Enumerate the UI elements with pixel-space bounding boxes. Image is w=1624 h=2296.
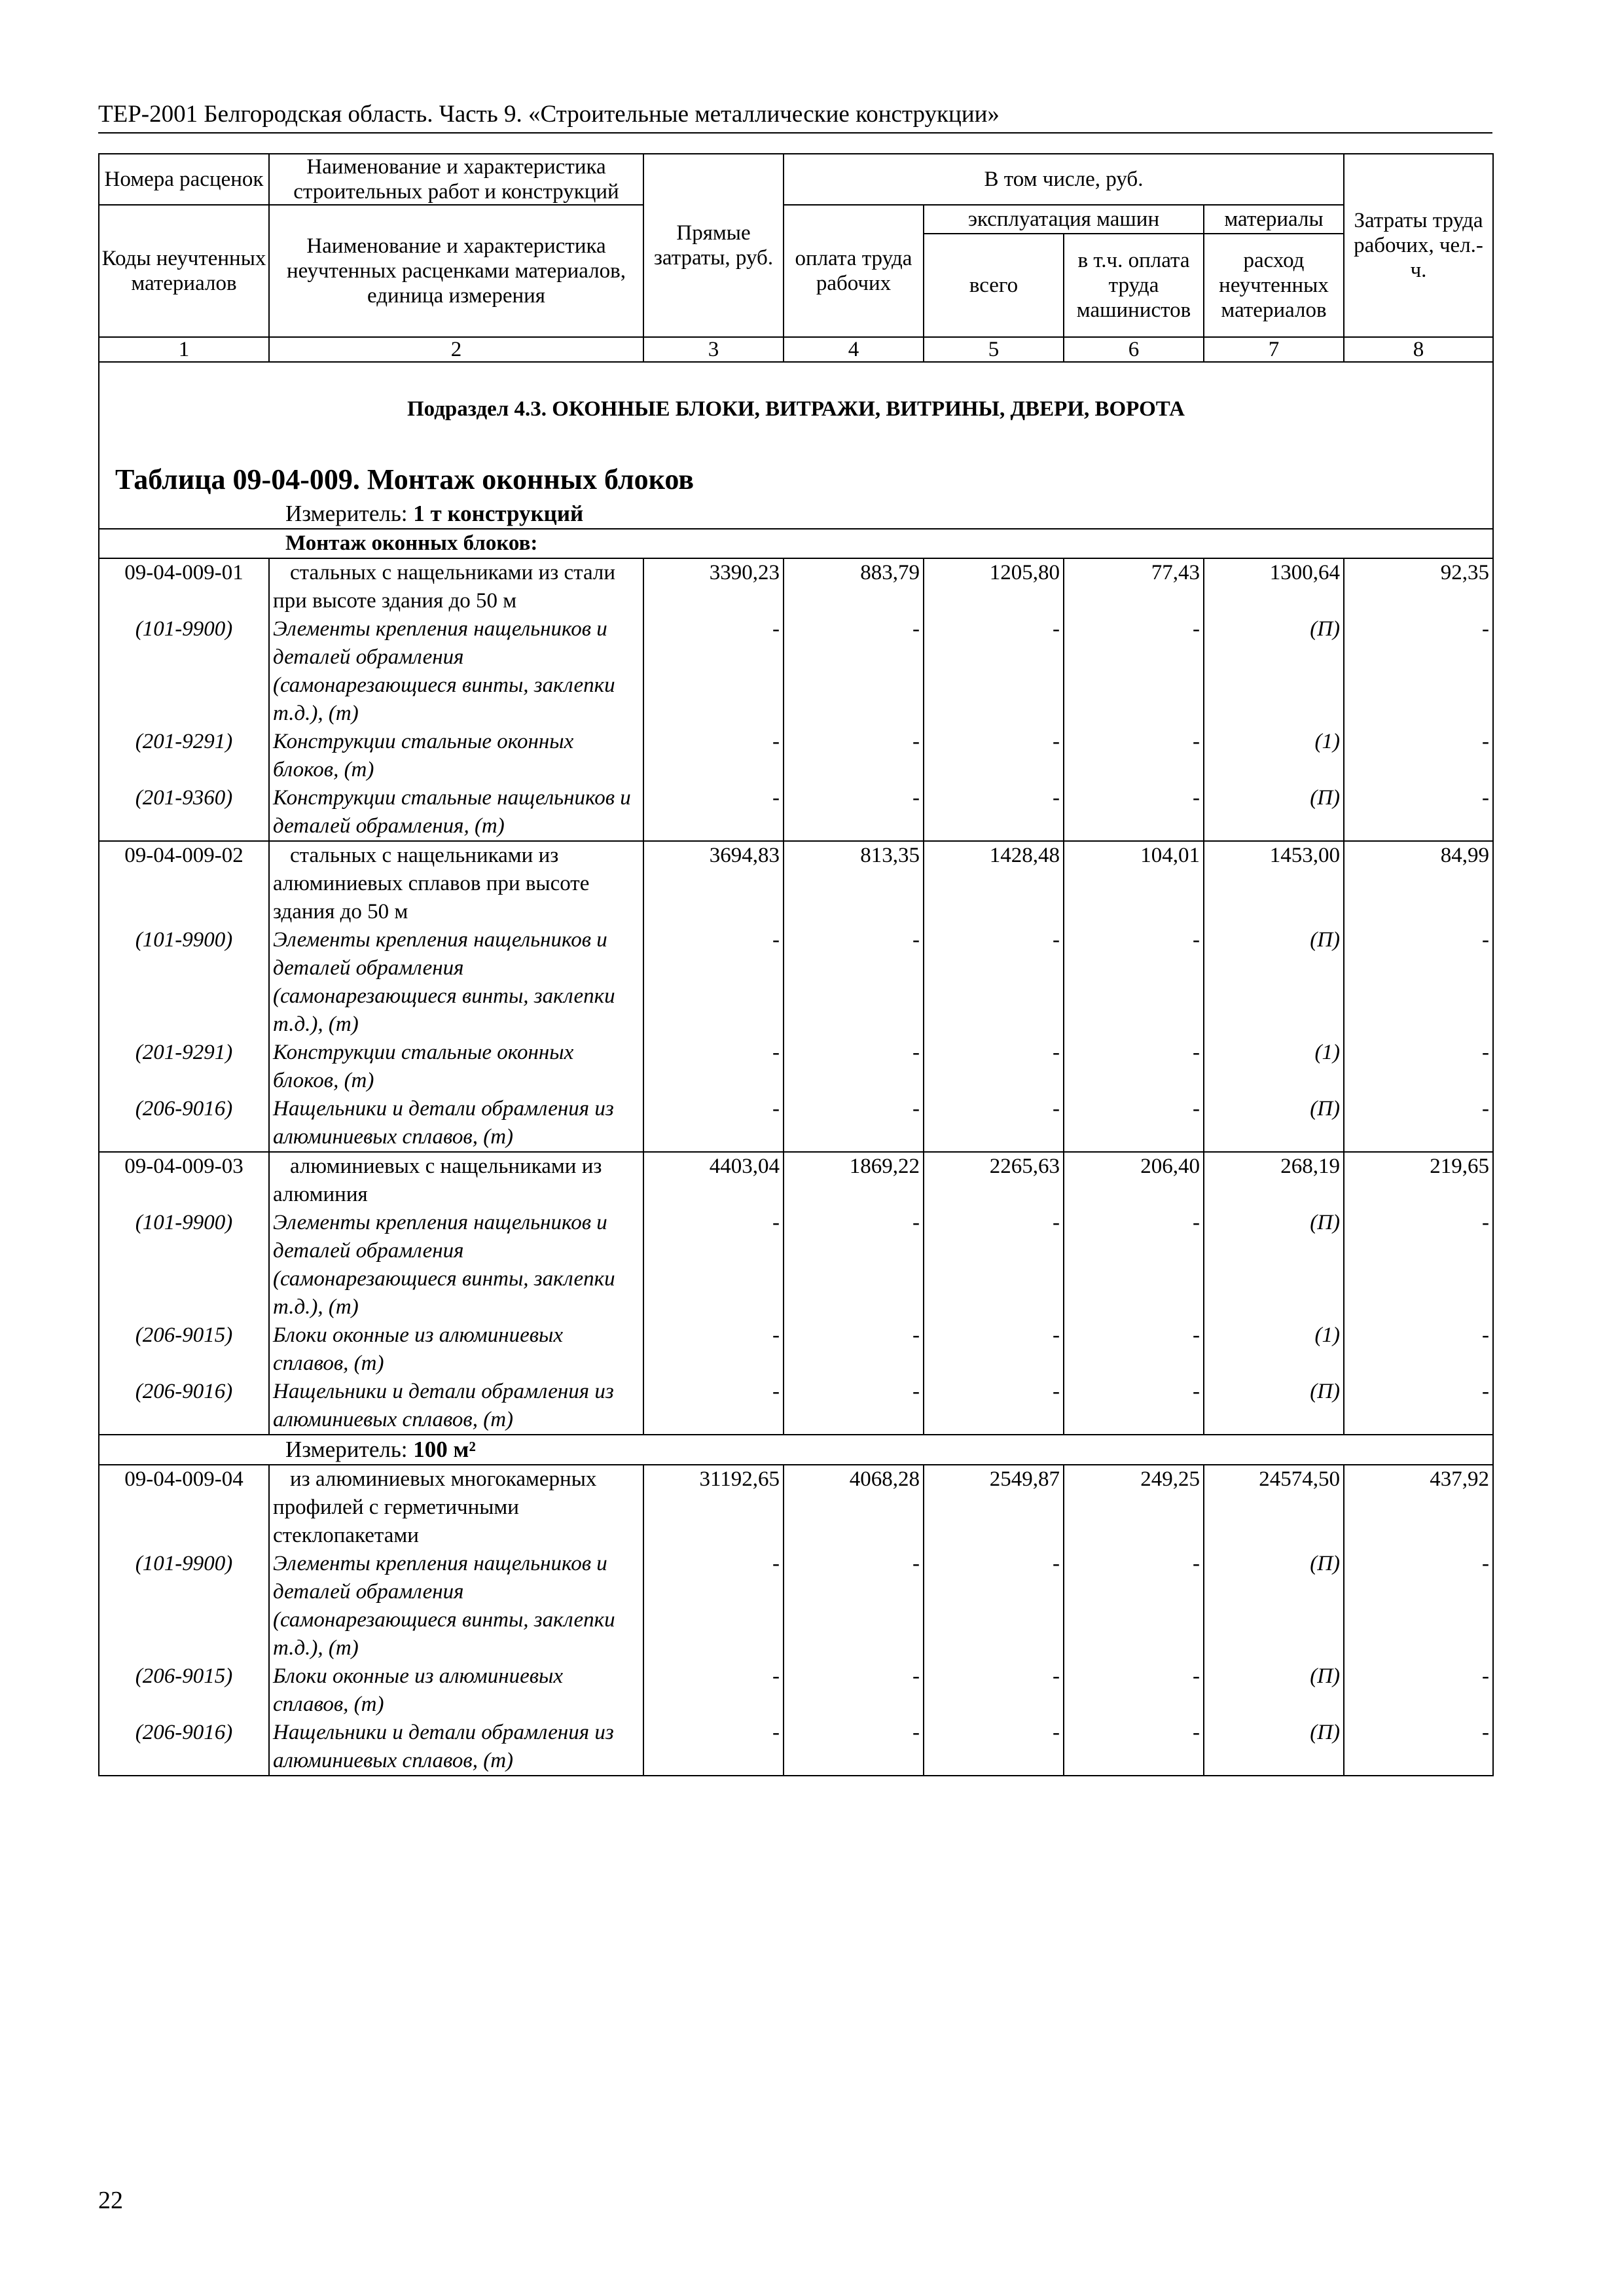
dash-cell: - (924, 784, 1064, 841)
col4-header: оплата труда рабочих (784, 205, 924, 337)
rate-value: 4068,28 (784, 1465, 924, 1550)
material-name: Конструкции стальные оконных блоков, (т) (269, 728, 643, 784)
subsection-title: Подраздел 4.3. ОКОННЫЕ БЛОКИ, ВИТРАЖИ, ВИТРИНЫ, ДВЕРИ, ВОРОТА (99, 362, 1493, 460)
dash-cell: - (1064, 1039, 1204, 1095)
dash-cell: - (924, 926, 1064, 1039)
rate-value: 206,40 (1064, 1152, 1204, 1209)
dash-cell: - (1064, 1719, 1204, 1776)
rate-value: 2549,87 (924, 1465, 1064, 1550)
material-row (99, 926, 1493, 1039)
dash-cell: - (784, 615, 924, 728)
dash-cell: - (643, 615, 784, 728)
rate-value: 77,43 (1064, 558, 1204, 615)
material-row (99, 1209, 1493, 1321)
dash-cell: - (784, 728, 924, 784)
dash-cell: - (784, 1095, 924, 1152)
material-mark: (1) (1204, 1039, 1344, 1095)
rate-value: 219,65 (1344, 1152, 1493, 1209)
rate-value: 437,92 (1344, 1465, 1493, 1550)
dash-cell: - (784, 926, 924, 1039)
rates-table (98, 153, 1494, 1776)
material-name: Конструкции стальные оконных блоков, (т) (269, 1039, 643, 1095)
rate-value: 92,35 (1344, 558, 1493, 615)
dash-cell: - (1064, 926, 1204, 1039)
rate-value: 883,79 (784, 558, 924, 615)
dash-cell: - (924, 1039, 1064, 1095)
rate-value: 1205,80 (924, 558, 1064, 615)
material-code: (101-9900) (99, 926, 269, 1039)
material-name: Нащельники и детали обрамления из алюминиевых сплавов, (т) (269, 1095, 643, 1152)
rate-value: 813,35 (784, 841, 924, 926)
material-name: Блоки оконные из алюминиевых сплавов, (т) (269, 1321, 643, 1378)
dash-cell: - (643, 728, 784, 784)
material-mark: (1) (1204, 728, 1344, 784)
dash-cell: - (643, 1378, 784, 1435)
material-row (99, 1321, 1493, 1378)
dash-cell: - (643, 1719, 784, 1776)
materials-header: материалы (1204, 205, 1344, 234)
rate-value: 3390,23 (643, 558, 784, 615)
measure-row (99, 499, 1493, 529)
dash-cell: - (1064, 1209, 1204, 1321)
material-mark: (П) (1204, 1378, 1344, 1435)
dash-cell: - (924, 1719, 1064, 1776)
rate-name: из алюминиевых многокамерных профилей с герметичными стеклопакетами (269, 1465, 643, 1550)
measure-unit (99, 499, 1493, 529)
col3-header: Прямые затраты, руб. (643, 154, 784, 337)
dash-cell: - (1344, 728, 1493, 784)
rate-code: 09-04-009-03 (99, 1152, 269, 1209)
rate-row (99, 558, 1493, 615)
material-name: Блоки оконные из алюминиевых сплавов, (т) (269, 1662, 643, 1719)
material-row (99, 1662, 1493, 1719)
material-mark: (П) (1204, 784, 1344, 841)
material-row (99, 784, 1493, 841)
material-code: (206-9015) (99, 1321, 269, 1378)
dash-cell: - (643, 926, 784, 1039)
dash-cell: - (643, 1209, 784, 1321)
material-name: Нащельники и детали обрамления из алюминиевых сплавов, (т) (269, 1719, 643, 1776)
col5-header: всего (924, 234, 1064, 337)
rate-value: 268,19 (1204, 1152, 1344, 1209)
rate-code: 09-04-009-01 (99, 558, 269, 615)
dash-cell: - (1344, 1321, 1493, 1378)
table-title: Таблица 09-04-009. Монтаж оконных блоков (99, 460, 1493, 499)
rate-value: 84,99 (1344, 841, 1493, 926)
column-number: 3 (643, 337, 784, 362)
section-label: Монтаж оконных блоков: (99, 529, 1493, 558)
material-mark: (П) (1204, 1095, 1344, 1152)
rate-value: 24574,50 (1204, 1465, 1344, 1550)
rate-value: 104,01 (1064, 841, 1204, 926)
rate-row (99, 841, 1493, 926)
rate-value: 3694,83 (643, 841, 784, 926)
material-name: Элементы крепления нащельников и деталей обрамления (самонарезающиеся винты, заклепки т.д.), (т) (269, 615, 643, 728)
dash-cell: - (1344, 1095, 1493, 1152)
material-name: Конструкции стальные нащельников и деталей обрамления, (т) (269, 784, 643, 841)
material-code: (201-9360) (99, 784, 269, 841)
measure-unit (99, 1435, 1493, 1465)
material-mark: (П) (1204, 1719, 1344, 1776)
dash-cell: - (1344, 784, 1493, 841)
rate-name: стальных с нащельниками из стали при высоте здания до 50 м (269, 558, 643, 615)
material-code: (201-9291) (99, 728, 269, 784)
material-name: Нащельники и детали обрамления из алюминиевых сплавов, (т) (269, 1378, 643, 1435)
column-number: 8 (1344, 337, 1493, 362)
column-number: 1 (99, 337, 269, 362)
col1-top-header: Номера расценок (99, 154, 269, 205)
dash-cell: - (924, 1662, 1064, 1719)
dash-cell: - (1064, 728, 1204, 784)
material-code: (201-9291) (99, 1039, 269, 1095)
rate-row (99, 1152, 1493, 1209)
dash-cell: - (784, 1039, 924, 1095)
column-numbers-row (99, 337, 1493, 362)
material-row (99, 1719, 1493, 1776)
material-mark: (П) (1204, 926, 1344, 1039)
rate-code: 09-04-009-04 (99, 1465, 269, 1550)
column-number: 6 (1064, 337, 1204, 362)
column-number: 7 (1204, 337, 1344, 362)
dash-cell: - (1064, 1095, 1204, 1152)
machines-header: эксплуатация машин (924, 205, 1204, 234)
dash-cell: - (643, 1321, 784, 1378)
material-code: (101-9900) (99, 615, 269, 728)
col8-header: Затраты труда рабочих, чел.-ч. (1344, 154, 1493, 337)
dash-cell: - (1344, 1662, 1493, 1719)
dash-cell: - (1344, 615, 1493, 728)
dash-cell: - (643, 784, 784, 841)
dash-cell: - (784, 1321, 924, 1378)
header-row-1 (99, 154, 1493, 205)
material-name: Элементы крепления нащельников и деталей обрамления (самонарезающиеся винты, заклепки т.д.), (т) (269, 926, 643, 1039)
dash-cell: - (1344, 926, 1493, 1039)
rate-value: 1428,48 (924, 841, 1064, 926)
section-label-row (99, 529, 1493, 558)
measure-label: Измеритель: (285, 501, 408, 526)
dash-cell: - (1064, 1662, 1204, 1719)
col1-bottom-header: Коды неучтенных материалов (99, 205, 269, 337)
dash-cell: - (784, 1378, 924, 1435)
material-mark: (П) (1204, 1550, 1344, 1662)
rate-code: 09-04-009-02 (99, 841, 269, 926)
rate-value: 1869,22 (784, 1152, 924, 1209)
rate-value: 31192,65 (643, 1465, 784, 1550)
material-code: (206-9016) (99, 1378, 269, 1435)
dash-cell: - (643, 1662, 784, 1719)
material-code: (101-9900) (99, 1550, 269, 1662)
material-mark: (1) (1204, 1321, 1344, 1378)
material-mark: (П) (1204, 615, 1344, 728)
dash-cell: - (1344, 1550, 1493, 1662)
material-mark: (П) (1204, 1209, 1344, 1321)
material-name: Элементы крепления нащельников и деталей обрамления (самонарезающиеся винты, заклепки т.д.), (т) (269, 1209, 643, 1321)
material-mark: (П) (1204, 1662, 1344, 1719)
dash-cell: - (784, 1662, 924, 1719)
column-number: 4 (784, 337, 924, 362)
rate-name: стальных с нащельниками из алюминиевых сплавов при высоте здания до 50 м (269, 841, 643, 926)
dash-cell: - (1064, 784, 1204, 841)
rate-value: 1453,00 (1204, 841, 1344, 926)
col6-header: в т.ч. оплата труда машинистов (1064, 234, 1204, 337)
dash-cell: - (924, 615, 1064, 728)
subsection-row (99, 362, 1493, 460)
column-number: 2 (269, 337, 643, 362)
page-number: 22 (98, 2187, 123, 2214)
material-row (99, 1550, 1493, 1662)
dash-cell: - (1344, 1039, 1493, 1095)
material-code: (206-9016) (99, 1719, 269, 1776)
rate-value: 2265,63 (924, 1152, 1064, 1209)
rate-name: алюминиевых с нащельниками из алюминия (269, 1152, 643, 1209)
dash-cell: - (643, 1550, 784, 1662)
dash-cell: - (924, 728, 1064, 784)
material-code: (206-9015) (99, 1662, 269, 1719)
measure-row (99, 1435, 1493, 1465)
col7-header: расход неучтенных материалов (1204, 234, 1344, 337)
table-title-row (99, 460, 1493, 499)
group-header: В том числе, руб. (784, 154, 1344, 205)
material-name: Элементы крепления нащельников и деталей обрамления (самонарезающиеся винты, заклепки т.д.), (т) (269, 1550, 643, 1662)
material-row (99, 1039, 1493, 1095)
dash-cell: - (784, 1550, 924, 1662)
material-code: (206-9016) (99, 1095, 269, 1152)
header-row-2 (99, 205, 1493, 234)
dash-cell: - (924, 1378, 1064, 1435)
rate-value: 1300,64 (1204, 558, 1344, 615)
material-row (99, 728, 1493, 784)
rate-value: 4403,04 (643, 1152, 784, 1209)
dash-cell: - (1344, 1378, 1493, 1435)
dash-cell: - (1344, 1719, 1493, 1776)
dash-cell: - (1344, 1209, 1493, 1321)
measure-value: 100 м² (413, 1437, 476, 1462)
dash-cell: - (924, 1209, 1064, 1321)
dash-cell: - (1064, 1321, 1204, 1378)
rate-row (99, 1465, 1493, 1550)
dash-cell: - (924, 1321, 1064, 1378)
col2-bottom-header: Наименование и характеристика неучтенных расценками материалов, единица измерения (269, 205, 643, 337)
dash-cell: - (643, 1039, 784, 1095)
dash-cell: - (784, 1209, 924, 1321)
measure-value: 1 т конструкций (413, 501, 584, 526)
material-row (99, 615, 1493, 728)
dash-cell: - (784, 1719, 924, 1776)
dash-cell: - (1064, 615, 1204, 728)
column-number: 5 (924, 337, 1064, 362)
measure-label: Измеритель: (285, 1437, 408, 1462)
dash-cell: - (643, 1095, 784, 1152)
dash-cell: - (1064, 1550, 1204, 1662)
col2-top-header: Наименование и характеристика строительных работ и конструкций (269, 154, 643, 205)
rate-value: 249,25 (1064, 1465, 1204, 1550)
dash-cell: - (1064, 1378, 1204, 1435)
material-row (99, 1095, 1493, 1152)
dash-cell: - (924, 1550, 1064, 1662)
page-header: ТЕР-2001 Белгородская область. Часть 9. «Строительные металлические конструкции» (98, 98, 1492, 134)
material-code: (101-9900) (99, 1209, 269, 1321)
dash-cell: - (784, 784, 924, 841)
dash-cell: - (924, 1095, 1064, 1152)
material-row (99, 1378, 1493, 1435)
